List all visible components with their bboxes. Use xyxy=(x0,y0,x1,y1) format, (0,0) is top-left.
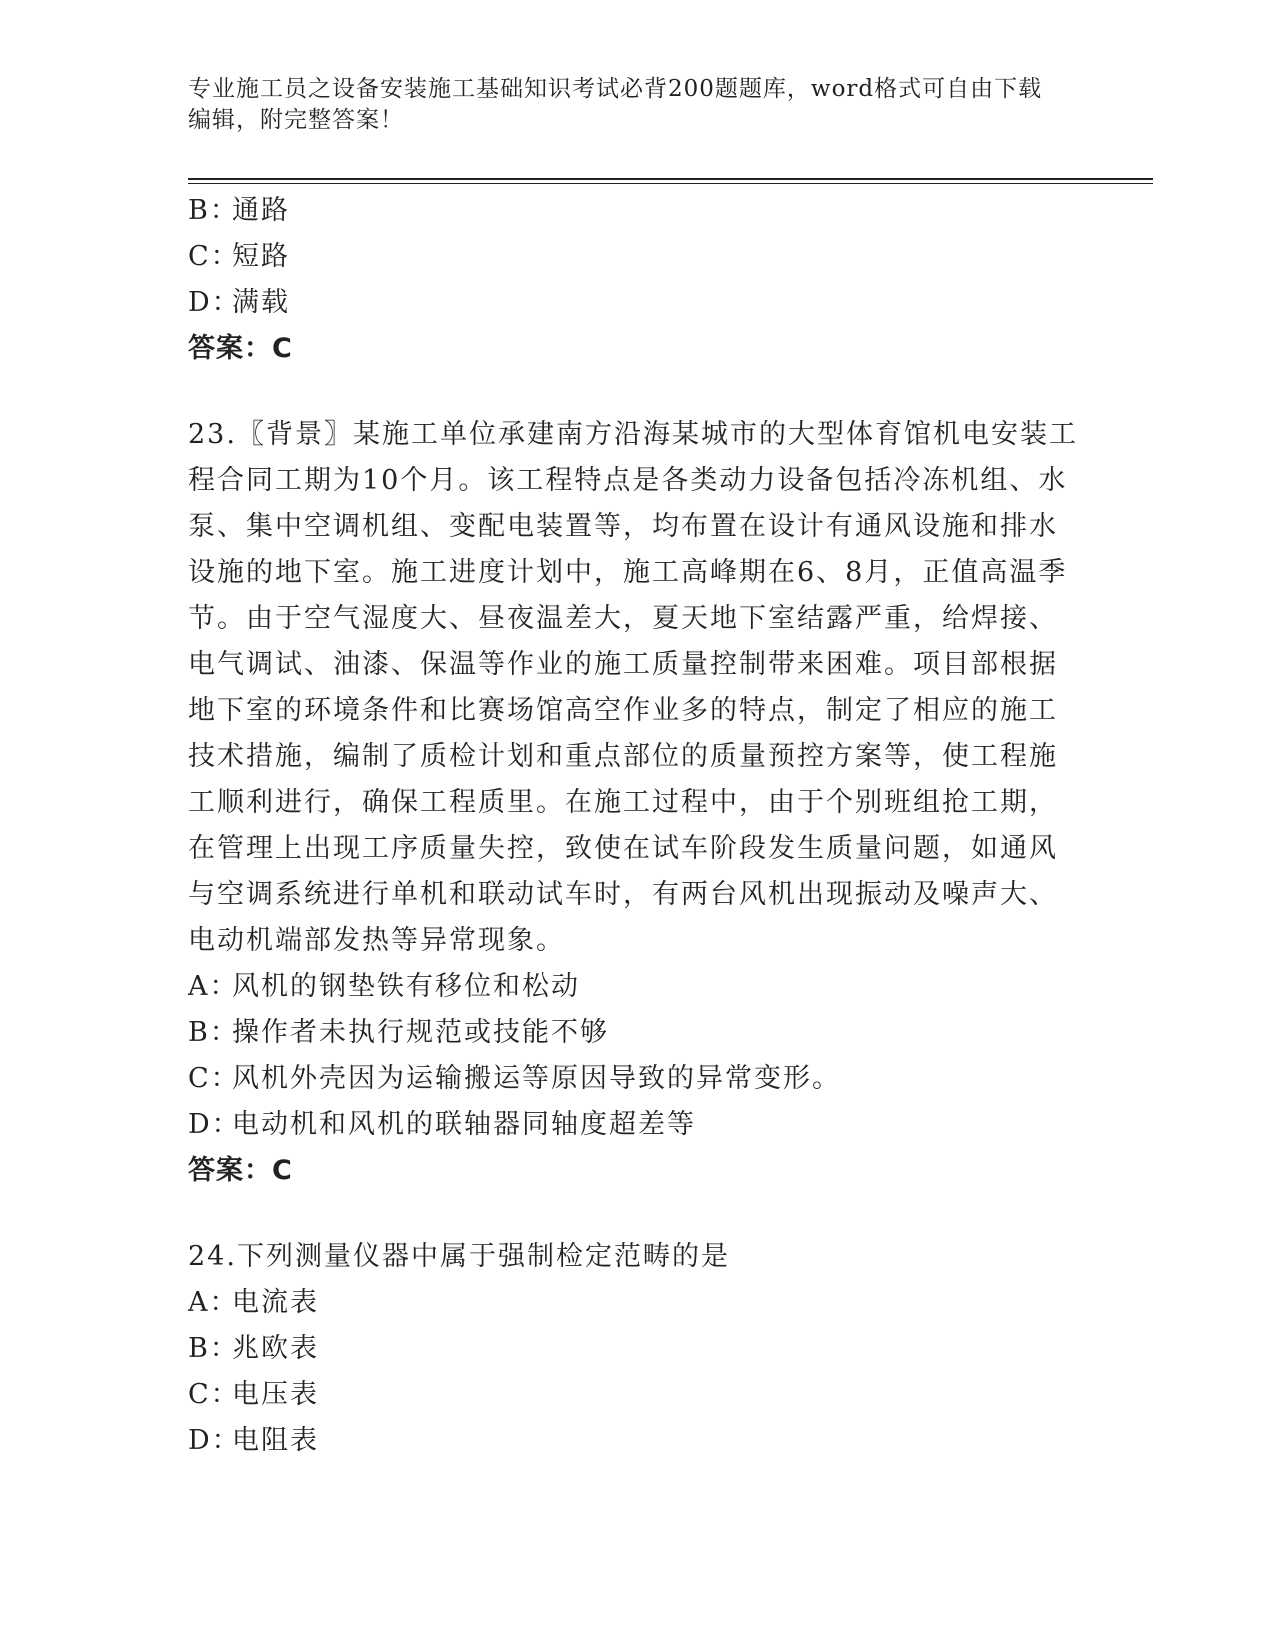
question-23-line: 电动机端部发热等异常现象。 xyxy=(188,925,565,956)
option-text: 风机外壳因为运输搬运等原因导致的异常变形。 xyxy=(232,1063,841,1094)
option-d xyxy=(188,1418,1088,1464)
question-22-options xyxy=(188,188,1088,372)
option-label: A： xyxy=(188,971,239,1002)
question-23-line: 节。由于空气湿度大、昼夜温差大，夏天地下室结露严重，给焊接、 xyxy=(188,603,1058,634)
option-label: C： xyxy=(188,241,240,272)
question-24-stem: 24.下列测量仪器中属于强制检定范畴的是 xyxy=(188,1241,730,1272)
document-body xyxy=(188,188,1088,1464)
question-23-line: 设施的地下室。施工进度计划中，施工高峰期在6、8月，正值高温季 xyxy=(188,557,1068,588)
document-header xyxy=(188,74,1068,136)
option-text: 电压表 xyxy=(232,1379,319,1410)
option-label: C： xyxy=(188,1063,240,1094)
option-text: 电动机和风机的联轴器同轴度超差等 xyxy=(232,1109,696,1140)
option-label: C： xyxy=(188,1379,240,1410)
header-line-2: 编辑，附完整答案！ xyxy=(188,107,404,133)
question-23-line: 与空调系统进行单机和联动试车时，有两台风机出现振动及噪声大、 xyxy=(188,879,1058,910)
option-d xyxy=(188,1102,1088,1148)
header-rule-thick xyxy=(188,178,1153,180)
option-text: 兆欧表 xyxy=(232,1333,319,1364)
option-label: A： xyxy=(188,1287,239,1318)
answer-22: 答案：C xyxy=(188,333,293,364)
question-23-line: 技术措施，编制了质检计划和重点部位的质量预控方案等，使工程施 xyxy=(188,741,1058,772)
option-label: D： xyxy=(188,287,241,318)
option-text: 电流表 xyxy=(232,1287,319,1318)
header-rule-thin xyxy=(188,183,1153,184)
header-line-1: 专业施工员之设备安装施工基础知识考试必背200题题库，word格式可自由下载 xyxy=(188,76,1043,102)
option-text: 短路 xyxy=(232,241,290,272)
option-b xyxy=(188,1326,1088,1372)
question-23 xyxy=(188,412,1088,1194)
option-a xyxy=(188,964,1088,1010)
spacer xyxy=(188,1194,1088,1234)
option-label: D： xyxy=(188,1109,241,1140)
option-label: B： xyxy=(188,195,239,226)
option-a xyxy=(188,1280,1088,1326)
option-text: 风机的钢垫铁有移位和松动 xyxy=(232,971,580,1002)
option-text: 通路 xyxy=(232,195,290,226)
question-23-line: 在管理上出现工序质量失控，致使在试车阶段发生质量问题，如通风 xyxy=(188,833,1058,864)
option-text: 满载 xyxy=(232,287,290,318)
question-23-line: 程合同工期为10个月。该工程特点是各类动力设备包括冷冻机组、水 xyxy=(188,465,1068,496)
option-text: 电阻表 xyxy=(232,1425,319,1456)
option-c xyxy=(188,1056,1088,1102)
question-23-line: 地下室的环境条件和比赛场馆高空作业多的特点，制定了相应的施工 xyxy=(188,695,1058,726)
question-23-line: 电气调试、油漆、保温等作业的施工质量控制带来困难。项目部根据 xyxy=(188,649,1058,680)
question-24 xyxy=(188,1234,1088,1464)
option-d xyxy=(188,280,1088,326)
option-c xyxy=(188,1372,1088,1418)
option-label: B： xyxy=(188,1017,239,1048)
option-label: D： xyxy=(188,1425,241,1456)
option-c xyxy=(188,234,1088,280)
spacer xyxy=(188,372,1088,412)
option-text: 操作者未执行规范或技能不够 xyxy=(232,1017,609,1048)
option-label: B： xyxy=(188,1333,239,1364)
question-23-line: 23.〖背景〗某施工单位承建南方沿海某城市的大型体育馆机电安装工 xyxy=(188,419,1078,450)
answer-23: 答案：C xyxy=(188,1155,293,1186)
question-23-line: 工顺利进行，确保工程质里。在施工过程中，由于个别班组抢工期， xyxy=(188,787,1058,818)
option-b xyxy=(188,1010,1088,1056)
question-23-line: 泵、集中空调机组、变配电装置等，均布置在设计有通风设施和排水 xyxy=(188,511,1058,542)
option-b xyxy=(188,188,1088,234)
